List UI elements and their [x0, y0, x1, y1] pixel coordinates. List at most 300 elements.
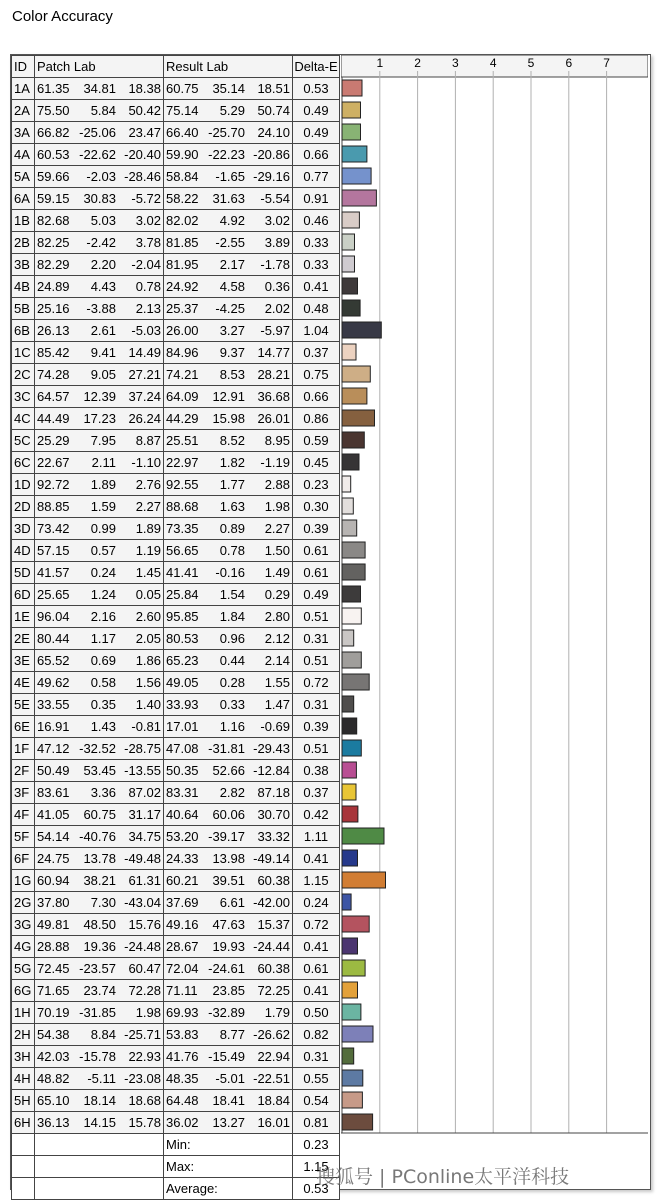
result-lab-value: 81.95 — [166, 257, 199, 272]
patch-id-cell: 1B — [12, 210, 35, 232]
table-row — [12, 958, 340, 980]
result-lab-cell — [164, 210, 293, 232]
result-lab-value: 74.21 — [166, 367, 199, 382]
result-lab-values — [166, 254, 290, 275]
delta-e-cell: 0.33 — [293, 232, 340, 254]
x-tick-label: 3 — [452, 56, 459, 70]
patch-lab-value: 5.03 — [90, 213, 116, 228]
patch-lab-value: 82.29 — [37, 257, 70, 272]
result-lab-value: 1.50 — [264, 543, 290, 558]
result-lab-value: 25.37 — [166, 301, 199, 316]
result-lab-values — [166, 760, 290, 781]
result-lab-cell — [164, 518, 293, 540]
patch-lab-value: 1.89 — [135, 521, 161, 536]
patch-lab-value: 36.13 — [37, 1115, 70, 1130]
result-lab-value: 0.28 — [219, 675, 245, 690]
result-lab-values — [166, 584, 290, 605]
result-lab-values — [166, 1112, 290, 1133]
table-row — [12, 320, 340, 342]
patch-id-cell: 6D — [12, 584, 35, 606]
patch-lab-value: 34.81 — [83, 81, 116, 96]
patch-lab-cell — [35, 562, 164, 584]
result-lab-values — [166, 210, 290, 231]
delta-e-cell: 0.30 — [293, 496, 340, 518]
result-lab-cell — [164, 474, 293, 496]
patch-id-cell: 5C — [12, 430, 35, 452]
result-lab-value: 56.65 — [166, 543, 199, 558]
result-lab-value: 8.95 — [264, 433, 290, 448]
patch-lab-value: 80.44 — [37, 631, 70, 646]
patch-lab-values — [37, 1068, 161, 1089]
patch-lab-cell — [35, 188, 164, 210]
delta-e-cell: 1.04 — [293, 320, 340, 342]
bar-5C — [342, 432, 364, 448]
patch-lab-value: 24.89 — [37, 279, 70, 294]
patch-lab-value: 9.05 — [90, 367, 116, 382]
watermark-text: 搜狐号 | PConline太平洋科技 — [316, 1166, 570, 1188]
result-lab-value: 33.93 — [166, 697, 199, 712]
patch-lab-cell — [35, 738, 164, 760]
result-lab-cell — [164, 1068, 293, 1090]
table-row — [12, 1046, 340, 1068]
patch-lab-value: -3.88 — [86, 301, 116, 316]
result-lab-values — [166, 782, 290, 803]
result-lab-value: 4.92 — [219, 213, 245, 228]
patch-lab-values — [37, 254, 161, 275]
patch-lab-value: 8.84 — [90, 1027, 116, 1042]
patch-id-cell: 5E — [12, 694, 35, 716]
patch-lab-cell — [35, 254, 164, 276]
result-lab-value: 2.27 — [264, 521, 290, 536]
result-lab-values — [166, 100, 290, 121]
patch-lab-cell — [35, 364, 164, 386]
result-lab-value: -2.55 — [215, 235, 245, 250]
patch-lab-value: 18.38 — [128, 81, 161, 96]
patch-lab-cell — [35, 848, 164, 870]
patch-lab-value: 1.40 — [135, 697, 161, 712]
patch-lab-value: 37.24 — [128, 389, 161, 404]
result-lab-cell — [164, 342, 293, 364]
patch-lab-value: 27.21 — [128, 367, 161, 382]
result-lab-value: 1.79 — [264, 1005, 290, 1020]
table-row — [12, 166, 340, 188]
result-lab-cell — [164, 936, 293, 958]
patch-id-cell: 6A — [12, 188, 35, 210]
patch-lab-value: -25.06 — [79, 125, 116, 140]
delta-e-cell: 0.61 — [293, 958, 340, 980]
patch-lab-values — [37, 892, 161, 913]
result-lab-value: 22.97 — [166, 455, 199, 470]
result-lab-value: 64.09 — [166, 389, 199, 404]
result-lab-value: 3.89 — [264, 235, 290, 250]
result-lab-value: 22.94 — [257, 1049, 290, 1064]
patch-lab-value: -13.55 — [124, 763, 161, 778]
patch-lab-value: 61.31 — [128, 873, 161, 888]
delta-e-cell: 0.48 — [293, 298, 340, 320]
result-lab-values — [166, 804, 290, 825]
result-lab-cell — [164, 958, 293, 980]
patch-lab-value: 3.02 — [135, 213, 161, 228]
patch-lab-value: -23.57 — [79, 961, 116, 976]
result-lab-value: 87.18 — [257, 785, 290, 800]
result-lab-value: -25.70 — [208, 125, 245, 140]
patch-lab-value: 2.27 — [135, 499, 161, 514]
result-lab-value: 59.90 — [166, 147, 199, 162]
table-row — [12, 1112, 340, 1134]
patch-lab-values — [37, 584, 161, 605]
result-lab-values — [166, 848, 290, 869]
result-lab-value: 3.02 — [264, 213, 290, 228]
summary-label: Min: — [164, 1134, 293, 1156]
patch-lab-cell — [35, 650, 164, 672]
patch-lab-values — [37, 936, 161, 957]
result-lab-values — [166, 716, 290, 737]
patch-lab-value: 23.47 — [128, 125, 161, 140]
patch-id-cell: 3A — [12, 122, 35, 144]
result-lab-value: 40.64 — [166, 807, 199, 822]
result-lab-value: 28.67 — [166, 939, 199, 954]
patch-lab-value: 48.82 — [37, 1071, 70, 1086]
result-lab-value: 35.14 — [212, 81, 245, 96]
result-lab-values — [166, 364, 290, 385]
bar-1H — [342, 1004, 361, 1020]
table-row — [12, 562, 340, 584]
bar-5G — [342, 960, 365, 976]
result-lab-values — [166, 1090, 290, 1111]
patch-lab-value: -49.48 — [124, 851, 161, 866]
result-lab-value: 36.02 — [166, 1115, 199, 1130]
result-lab-cell — [164, 78, 293, 100]
patch-lab-value: 41.05 — [37, 807, 70, 822]
result-lab-values — [166, 518, 290, 539]
delta-e-cell: 0.50 — [293, 1002, 340, 1024]
patch-lab-value: 88.85 — [37, 499, 70, 514]
result-lab-value: -1.78 — [260, 257, 290, 272]
patch-lab-value: 1.89 — [90, 477, 116, 492]
result-lab-value: 95.85 — [166, 609, 199, 624]
header-id: ID — [12, 56, 35, 78]
bar-2F — [342, 762, 356, 778]
patch-lab-values — [37, 386, 161, 407]
bar-1D — [342, 476, 351, 492]
result-lab-cell — [164, 760, 293, 782]
result-lab-values — [166, 826, 290, 847]
patch-lab-value: -22.62 — [79, 147, 116, 162]
result-lab-value: 1.77 — [219, 477, 245, 492]
result-lab-value: -26.62 — [253, 1027, 290, 1042]
patch-lab-value: 44.49 — [37, 411, 70, 426]
table-row — [12, 738, 340, 760]
result-lab-value: 17.01 — [166, 719, 199, 734]
result-lab-value: 33.32 — [257, 829, 290, 844]
result-lab-value: 2.80 — [264, 609, 290, 624]
result-lab-cell — [164, 804, 293, 826]
result-lab-value: 28.21 — [257, 367, 290, 382]
patch-lab-value: 19.36 — [83, 939, 116, 954]
chart-title: Color Accuracy — [12, 8, 113, 25]
result-lab-values — [166, 342, 290, 363]
patch-lab-cell — [35, 914, 164, 936]
patch-lab-value: 22.93 — [128, 1049, 161, 1064]
result-lab-values — [166, 408, 290, 429]
result-lab-values — [166, 980, 290, 1001]
patch-id-cell: 6B — [12, 320, 35, 342]
result-lab-value: -29.16 — [253, 169, 290, 184]
bar-4F — [342, 806, 358, 822]
patch-lab-cell — [35, 1002, 164, 1024]
result-lab-values — [166, 738, 290, 759]
patch-lab-value: -24.48 — [124, 939, 161, 954]
patch-lab-value: 14.15 — [83, 1115, 116, 1130]
summary-value: 0.53 — [293, 1178, 340, 1200]
patch-lab-value: 0.69 — [90, 653, 116, 668]
result-lab-values — [166, 1068, 290, 1089]
patch-lab-cell — [35, 958, 164, 980]
patch-lab-cell — [35, 826, 164, 848]
bar-2B — [342, 234, 355, 250]
result-lab-cell — [164, 716, 293, 738]
patch-lab-value: -5.11 — [87, 1071, 116, 1086]
result-lab-value: 2.02 — [264, 301, 290, 316]
patch-lab-values — [37, 738, 161, 759]
result-lab-values — [166, 1002, 290, 1023]
result-lab-value: 37.69 — [166, 895, 199, 910]
result-lab-value: 3.27 — [219, 323, 245, 338]
result-lab-value: 72.04 — [166, 961, 199, 976]
x-tick-label: 2 — [414, 56, 421, 70]
patch-lab-cell — [35, 144, 164, 166]
patch-lab-values — [37, 232, 161, 253]
patch-id-cell: 3G — [12, 914, 35, 936]
bar-6D — [342, 586, 361, 602]
delta-e-cell: 0.33 — [293, 254, 340, 276]
table-row — [12, 1068, 340, 1090]
patch-lab-values — [37, 826, 161, 847]
result-lab-cell — [164, 606, 293, 628]
result-lab-value: -49.14 — [253, 851, 290, 866]
summary-label: Average: — [164, 1178, 293, 1200]
result-lab-value: 58.22 — [166, 191, 199, 206]
patch-lab-value: 0.99 — [90, 521, 116, 536]
result-lab-cell — [164, 386, 293, 408]
result-lab-value: 1.49 — [264, 565, 290, 580]
patch-lab-cell — [35, 1046, 164, 1068]
result-lab-value: 0.33 — [219, 697, 245, 712]
header-row — [12, 56, 340, 78]
result-lab-cell — [164, 188, 293, 210]
result-lab-values — [166, 430, 290, 451]
patch-lab-value: 1.45 — [135, 565, 161, 580]
bar-4E — [342, 674, 369, 690]
result-lab-value: 1.84 — [219, 609, 245, 624]
result-lab-value: 16.01 — [257, 1115, 290, 1130]
result-lab-values — [166, 540, 290, 561]
patch-lab-value: 26.13 — [37, 323, 70, 338]
patch-lab-value: 83.61 — [37, 785, 70, 800]
delta-e-cell: 0.51 — [293, 738, 340, 760]
result-lab-value: 81.85 — [166, 235, 199, 250]
patch-lab-value: 33.55 — [37, 697, 70, 712]
result-lab-cell — [164, 892, 293, 914]
patch-id-cell: 4F — [12, 804, 35, 826]
table-row — [12, 540, 340, 562]
result-lab-value: 73.35 — [166, 521, 199, 536]
patch-lab-value: 53.45 — [83, 763, 116, 778]
result-lab-cell — [164, 1046, 293, 1068]
patch-lab-cell — [35, 584, 164, 606]
result-lab-value: 44.29 — [166, 411, 199, 426]
patch-lab-value: 1.43 — [90, 719, 116, 734]
patch-lab-value: -25.71 — [124, 1027, 161, 1042]
bar-1C — [342, 344, 356, 360]
patch-lab-value: 1.98 — [135, 1005, 161, 1020]
patch-lab-values — [37, 782, 161, 803]
result-lab-values — [166, 474, 290, 495]
patch-lab-values — [37, 1112, 161, 1133]
patch-lab-value: 18.68 — [128, 1093, 161, 1108]
result-lab-values — [166, 672, 290, 693]
patch-lab-values — [37, 606, 161, 627]
patch-lab-value: 82.68 — [37, 213, 70, 228]
patch-lab-value: 5.84 — [90, 103, 116, 118]
result-lab-value: 41.41 — [166, 565, 199, 580]
result-lab-value: 82.02 — [166, 213, 199, 228]
result-lab-value: -5.01 — [215, 1071, 245, 1086]
result-lab-value: -15.49 — [208, 1049, 245, 1064]
delta-e-cell: 0.75 — [293, 364, 340, 386]
table-row — [12, 496, 340, 518]
result-lab-values — [166, 144, 290, 165]
patch-id-cell: 1E — [12, 606, 35, 628]
result-lab-value: 1.54 — [219, 587, 245, 602]
result-lab-value: 31.63 — [212, 191, 245, 206]
delta-e-cell: 0.55 — [293, 1068, 340, 1090]
bar-3A — [342, 124, 361, 140]
patch-lab-value: 72.45 — [37, 961, 70, 976]
patch-lab-value: 4.43 — [90, 279, 116, 294]
patch-lab-values — [37, 672, 161, 693]
result-lab-values — [166, 694, 290, 715]
patch-lab-cell — [35, 122, 164, 144]
delta-e-cell: 0.72 — [293, 914, 340, 936]
result-lab-value: -12.84 — [253, 763, 290, 778]
delta-e-cell: 0.31 — [293, 628, 340, 650]
result-lab-value: 60.75 — [166, 81, 199, 96]
table-row — [12, 408, 340, 430]
patch-id-cell: 4H — [12, 1068, 35, 1090]
patch-lab-value: 16.91 — [37, 719, 70, 734]
result-lab-values — [166, 914, 290, 935]
table-row — [12, 386, 340, 408]
x-tick-label: 5 — [527, 56, 535, 70]
patch-lab-values — [37, 496, 161, 517]
patch-lab-value: 3.78 — [135, 235, 161, 250]
patch-id-cell: 3B — [12, 254, 35, 276]
result-lab-value: -24.44 — [253, 939, 290, 954]
delta-e-cell: 0.49 — [293, 100, 340, 122]
table-row — [12, 452, 340, 474]
result-lab-value: 41.76 — [166, 1049, 199, 1064]
result-lab-value: 71.11 — [166, 983, 198, 998]
patch-id-cell: 1A — [12, 78, 35, 100]
patch-lab-value: -5.72 — [131, 191, 161, 206]
result-lab-value: -39.17 — [208, 829, 245, 844]
patch-lab-cell — [35, 474, 164, 496]
patch-lab-value: 60.75 — [83, 807, 116, 822]
patch-lab-cell — [35, 276, 164, 298]
patch-id-cell: 2H — [12, 1024, 35, 1046]
patch-lab-value: 25.65 — [37, 587, 70, 602]
table-row — [12, 584, 340, 606]
result-lab-value: 24.10 — [257, 125, 290, 140]
color-accuracy-table — [11, 55, 340, 1200]
bar-2E — [342, 630, 354, 646]
bar-3D — [342, 520, 357, 536]
x-tick-label: 6 — [565, 56, 573, 70]
patch-id-cell: 1F — [12, 738, 35, 760]
delta-e-cell: 0.31 — [293, 1046, 340, 1068]
result-lab-value: 6.61 — [219, 895, 245, 910]
patch-lab-values — [37, 694, 161, 715]
patch-lab-cell — [35, 232, 164, 254]
patch-lab-value: 25.29 — [37, 433, 70, 448]
delta-e-cell: 0.86 — [293, 408, 340, 430]
result-lab-cell — [164, 694, 293, 716]
patch-lab-value: 0.24 — [90, 565, 116, 580]
result-lab-value: 9.37 — [219, 345, 245, 360]
patch-lab-values — [37, 540, 161, 561]
patch-lab-values — [37, 452, 161, 473]
bar-1E — [342, 608, 361, 624]
patch-lab-value: 41.57 — [37, 565, 70, 580]
patch-id-cell: 3F — [12, 782, 35, 804]
patch-lab-value: 8.87 — [135, 433, 161, 448]
patch-lab-value: 65.10 — [37, 1093, 70, 1108]
table-row — [12, 760, 340, 782]
delta-e-cell: 0.37 — [293, 342, 340, 364]
table-row — [12, 364, 340, 386]
delta-e-cell: 0.81 — [293, 1112, 340, 1134]
result-lab-value: 4.58 — [219, 279, 245, 294]
patch-lab-value: 14.49 — [128, 345, 161, 360]
patch-lab-values — [37, 1024, 161, 1045]
patch-id-cell: 4D — [12, 540, 35, 562]
result-lab-value: 8.52 — [219, 433, 245, 448]
header-delta-e: Delta-E — [293, 56, 340, 78]
empty-cell — [12, 1178, 35, 1200]
table-row — [12, 936, 340, 958]
bar-5F — [342, 828, 384, 844]
result-lab-value: 48.35 — [166, 1071, 199, 1086]
result-lab-value: -4.25 — [215, 301, 245, 316]
patch-id-cell: 2G — [12, 892, 35, 914]
patch-lab-cell — [35, 298, 164, 320]
patch-id-cell: 5A — [12, 166, 35, 188]
result-lab-value: -0.16 — [215, 565, 245, 580]
result-lab-value: 50.35 — [166, 763, 199, 778]
table-row — [12, 342, 340, 364]
result-lab-value: 24.33 — [166, 851, 199, 866]
result-lab-value: -22.51 — [253, 1071, 290, 1086]
patch-lab-values — [37, 430, 161, 451]
patch-lab-value: 9.41 — [90, 345, 116, 360]
bar-6H — [342, 1114, 373, 1130]
result-lab-value: 15.98 — [212, 411, 245, 426]
result-lab-values — [166, 562, 290, 583]
patch-id-cell: 5F — [12, 826, 35, 848]
delta-e-cell: 0.77 — [293, 166, 340, 188]
result-lab-value: 53.83 — [166, 1027, 199, 1042]
